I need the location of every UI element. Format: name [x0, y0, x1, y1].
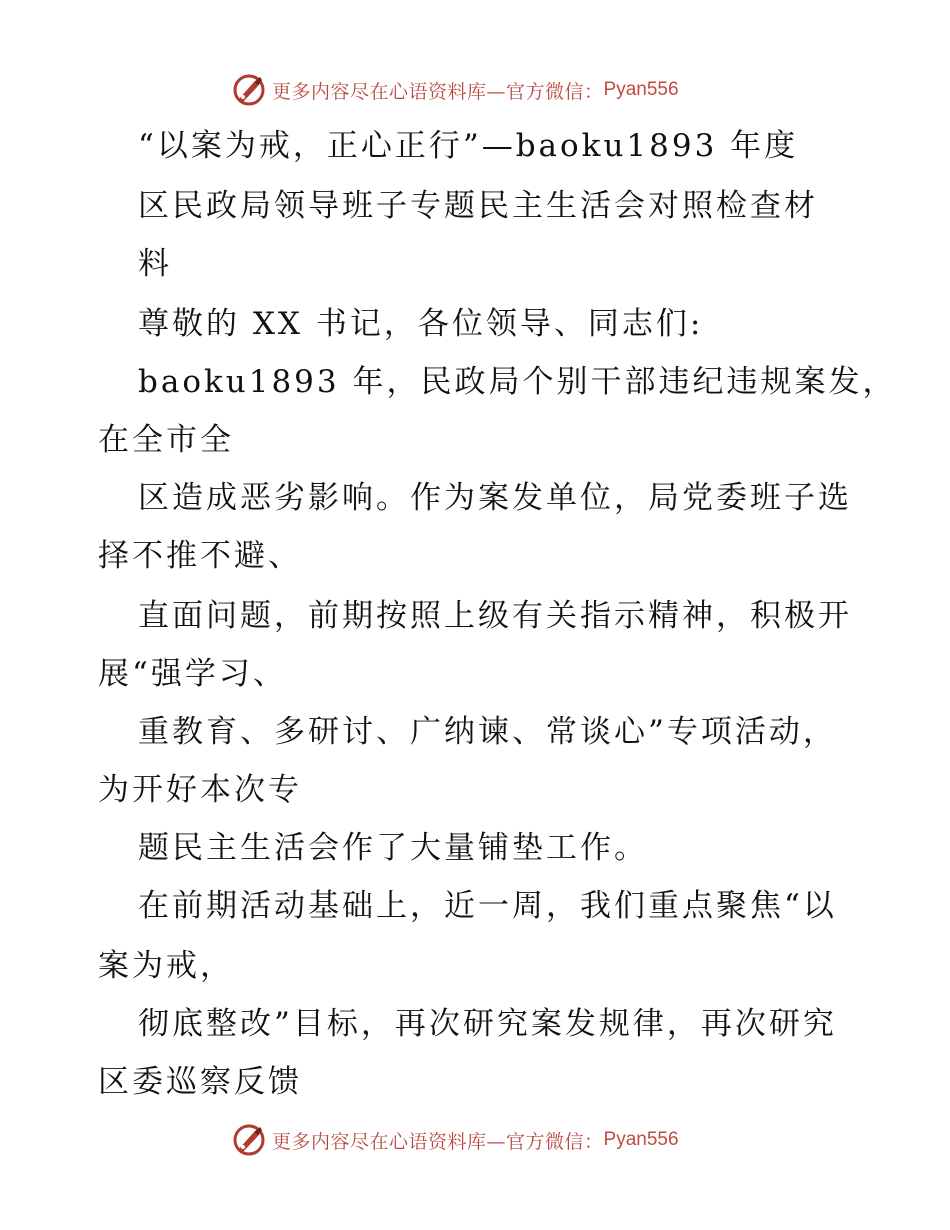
- header-banner-text: 更多内容尽在心语资料库—官方微信：: [272, 80, 604, 103]
- body-line: 直面问题，前期按照上级有关指示精神，积极开: [138, 598, 852, 634]
- pen-logo-icon: [232, 73, 266, 107]
- body-line: 重教育、多研讨、广纳谏、常谈心”专项活动，: [138, 714, 837, 750]
- body-line: 彻底整改”目标，再次研究案发规律，再次研究: [138, 1006, 837, 1042]
- title-line-2: 区民政局领导班子专题民主生活会对照检查材: [138, 188, 818, 224]
- footer-banner: [232, 1120, 679, 1160]
- body-line: 区造成恶劣影响。作为案发单位，局党委班子选: [138, 480, 852, 516]
- body-line: 案为戒，: [98, 948, 234, 984]
- body-line: 在全市全: [98, 422, 234, 458]
- title-line-3: 料: [138, 246, 172, 282]
- footer-banner-id: Pyan556: [603, 1129, 679, 1150]
- body-line: 为开好本次专: [98, 772, 302, 808]
- body-line: baoku1893 年，民政局个别干部违纪违规案发，: [138, 364, 897, 400]
- pen-logo-icon: [232, 1123, 266, 1157]
- header-banner: [232, 70, 679, 110]
- footer-banner-text: 更多内容尽在心语资料库—官方微信：: [272, 1130, 604, 1153]
- salutation: 尊敬的 XX 书记，各位领导、同志们:: [138, 306, 704, 342]
- body-line: 区委巡察反馈: [98, 1064, 302, 1100]
- body-line: 在前期活动基础上，近一周，我们重点聚焦“以: [138, 888, 837, 924]
- body-line: 择不推不避、: [98, 538, 302, 574]
- title-line-1: “以案为戒，正心正行”—baoku1893 年度: [138, 128, 799, 164]
- body-line: 题民主生活会作了大量铺垫工作。: [138, 830, 648, 866]
- body-line: 展“强学习、: [98, 656, 287, 692]
- header-banner-id: Pyan556: [603, 79, 679, 100]
